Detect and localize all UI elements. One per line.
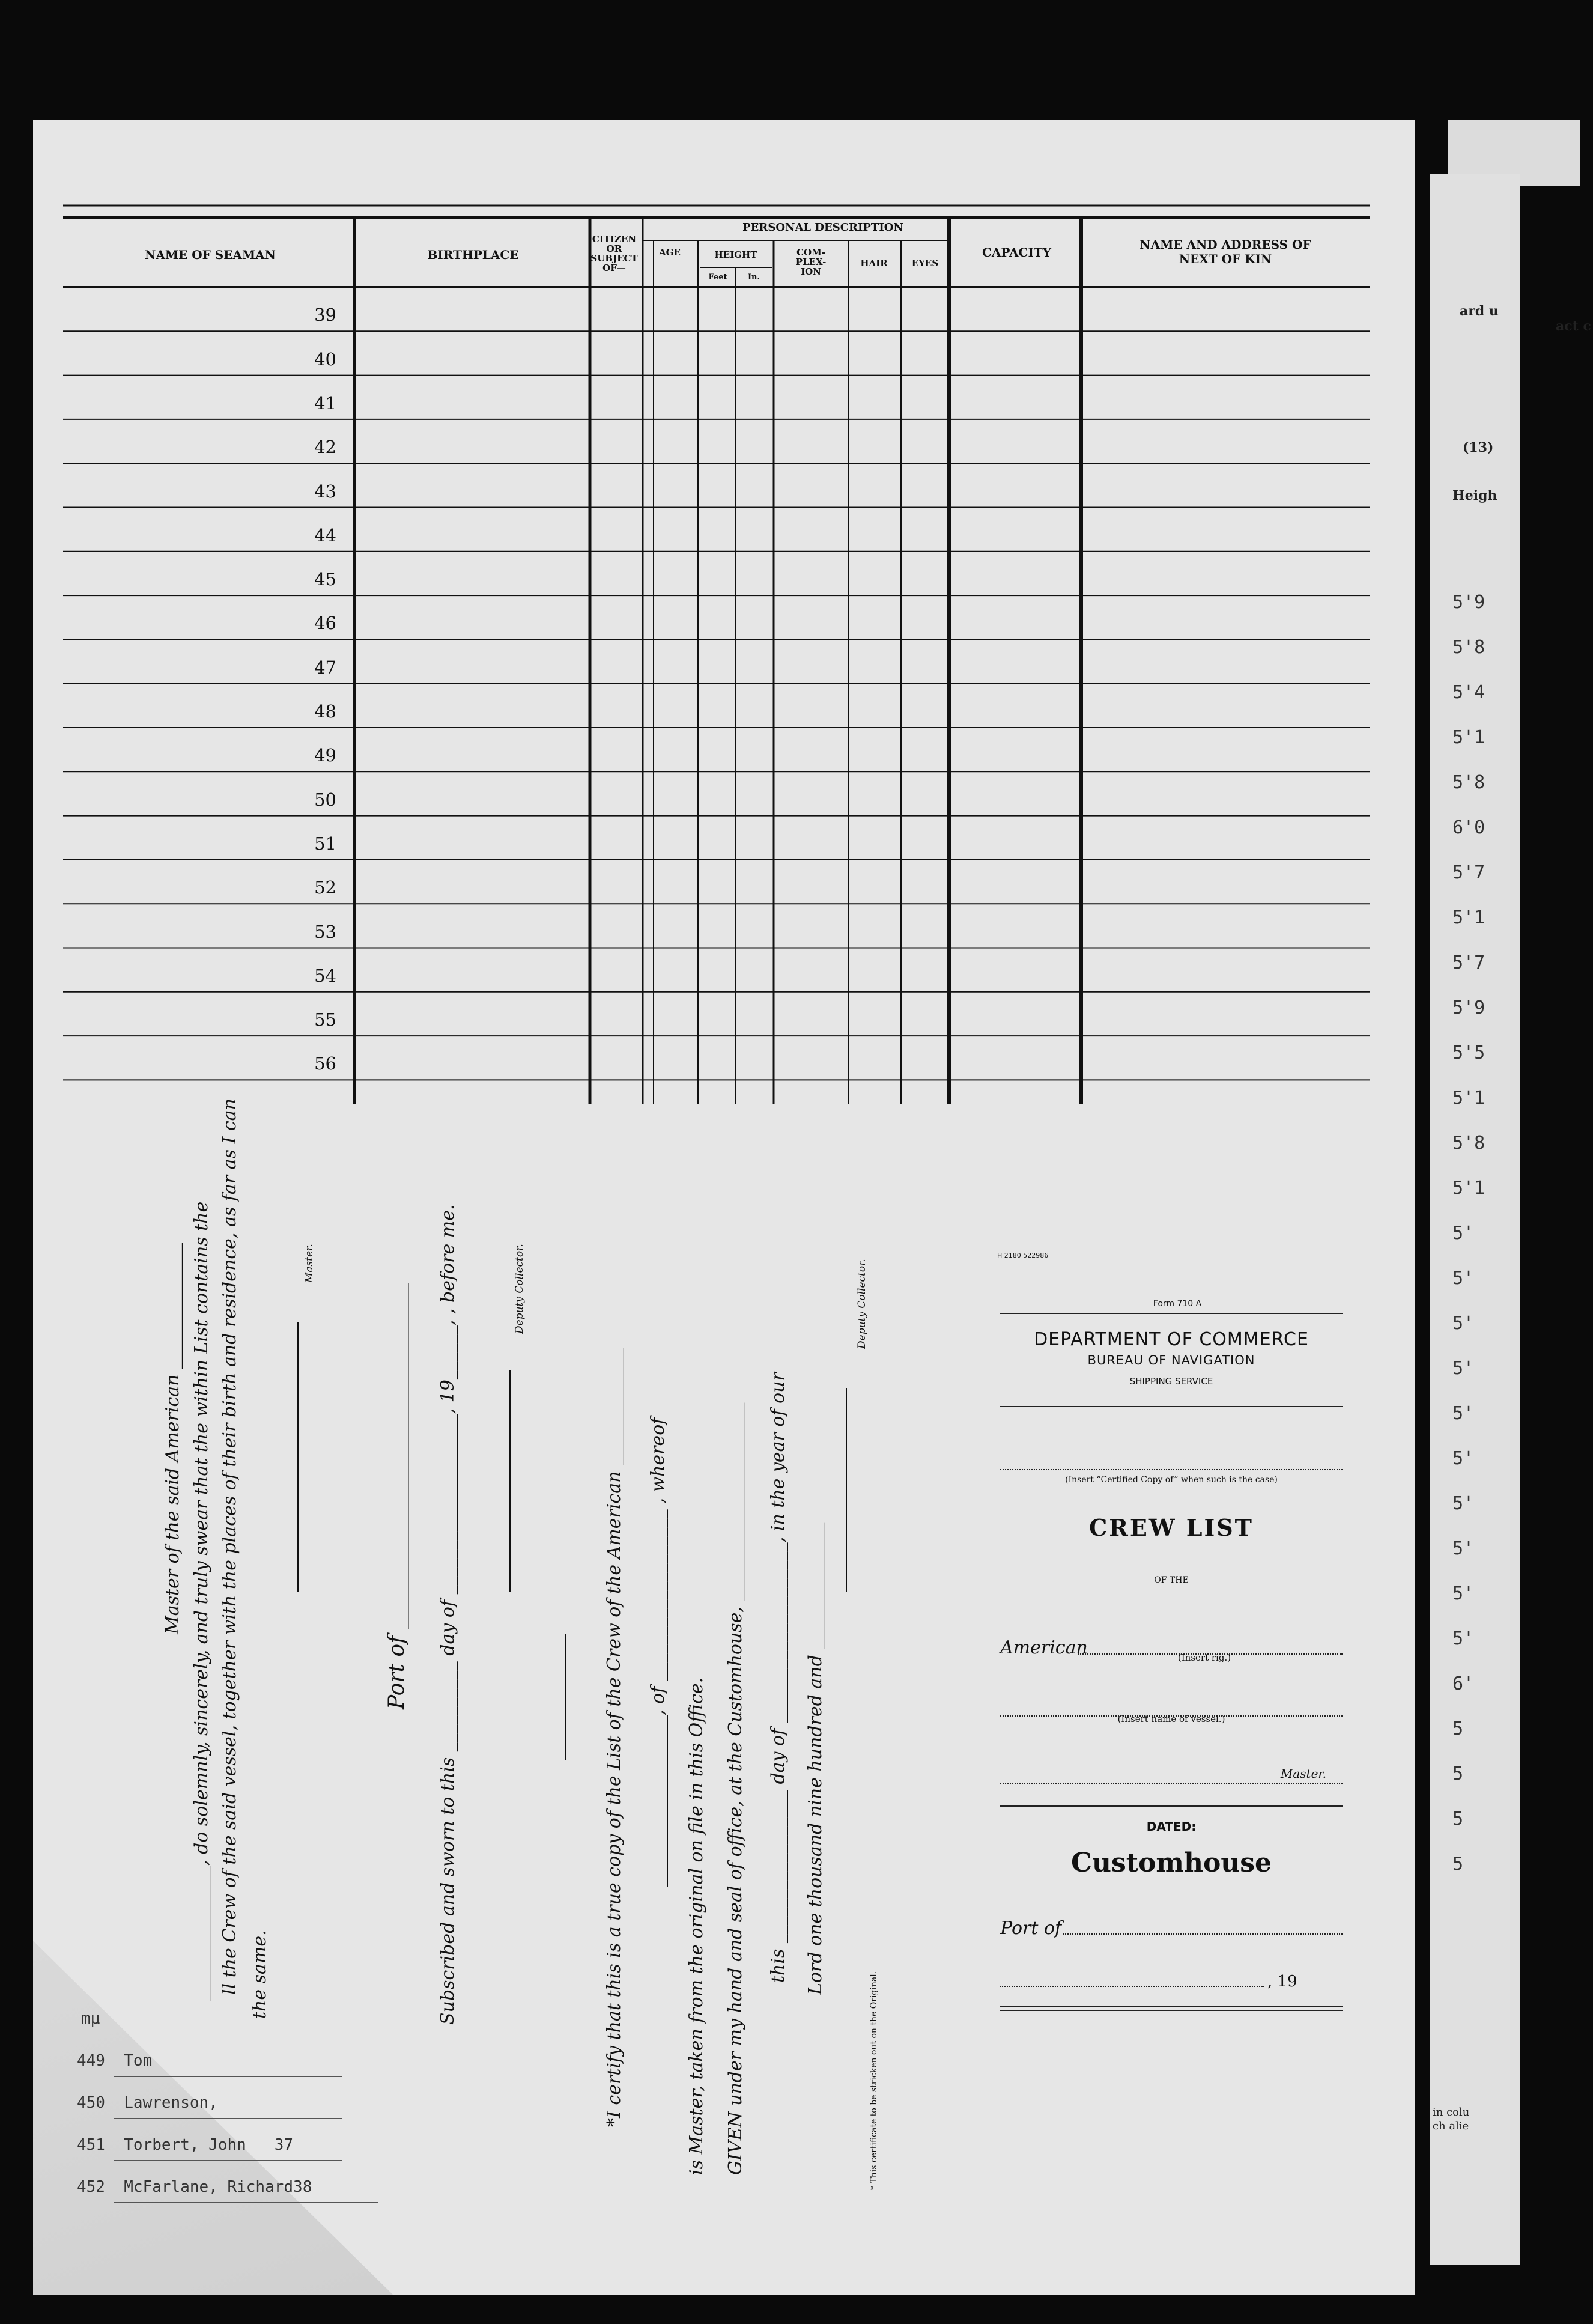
row-number: 46: [314, 613, 336, 634]
insert-copy-line: [1000, 1469, 1343, 1470]
row-number: 41: [314, 392, 336, 413]
strip-height-value: 5': [1452, 1538, 1475, 1559]
master-label: Master.: [1280, 1766, 1327, 1781]
deputy-signature-line: [509, 1370, 511, 1592]
master-line: [1000, 1783, 1343, 1784]
strip-height-value: 5': [1452, 1628, 1475, 1649]
row-number: 47: [314, 657, 336, 678]
certify-deputy: Deputy Collector.: [856, 1259, 868, 1349]
strip-height-value: 5': [1452, 1493, 1475, 1514]
oath-line-1: Master of the said American ______________: [162, 1242, 183, 1634]
underlying-row-452: 452 McFarlane, Richard38: [77, 2178, 312, 2196]
header-eyes: EYES: [911, 258, 939, 269]
strip-height-value: 5: [1452, 1718, 1464, 1739]
strip-height-value: 5: [1452, 1763, 1464, 1784]
header-age: AGE: [659, 247, 681, 258]
underlying-row-448: mμ: [81, 2010, 100, 2028]
certify-line-2: is Master, taken from the original on file in this Office.: [686, 1677, 707, 2175]
row-number: 45: [314, 569, 336, 590]
rule-3: [1000, 1805, 1343, 1807]
strip-height-value: 5'8: [1452, 637, 1485, 658]
row-number: 54: [314, 965, 336, 986]
strip-height-value: 5'1: [1452, 907, 1485, 928]
certify-line-1: *I certify that this is a true copy of the List of the Crew of the American _____________: [604, 1348, 625, 2127]
rule-4: [1000, 2006, 1343, 2007]
header-next-of-kin: NAME AND ADDRESS OF NEXT OF KIN: [1139, 237, 1311, 266]
strip-col-num: (13): [1463, 440, 1494, 455]
row-number: 39: [314, 305, 336, 326]
certify-this-day: this _________________ day of ____________________, in the year of our: [768, 1372, 789, 1983]
underlying-row-449: 449 Tom: [77, 2052, 153, 2070]
dated-label: DATED:: [1146, 1819, 1197, 1834]
strip-height-value: 5'7: [1452, 952, 1485, 973]
strip-height-value: 5'8: [1452, 1133, 1485, 1154]
row-number: 40: [314, 348, 336, 370]
strip-height-value: 5'4: [1452, 682, 1485, 703]
master-signature-line: [297, 1322, 299, 1592]
strip-height-value: 5'5: [1452, 1042, 1485, 1063]
certify-footnote: * This certificate to be stricken out on the Original.: [869, 1971, 879, 2190]
date-line: [1000, 1986, 1264, 1987]
underlying-row-451: 451 Torbert, John 37: [77, 2136, 294, 2154]
row-number: 56: [314, 1053, 336, 1074]
strip-height-value: 5': [1452, 1268, 1475, 1289]
oath-line-2: _______________, do solemnly, sincerely, and truly swear that the within List contains the: [191, 1201, 212, 2001]
row-number: 48: [314, 701, 336, 722]
strip-height-value: 5'9: [1452, 997, 1485, 1018]
header-hair: HAIR: [860, 258, 888, 269]
separator-rule: [565, 1634, 566, 1760]
row-number: 51: [314, 833, 336, 854]
year-label: , 19: [1267, 1973, 1297, 1991]
strip-height-value: 5: [1452, 1854, 1464, 1875]
oath-port-of: Port of ________________________________: [384, 1282, 409, 1709]
certify-signature-line: [846, 1388, 847, 1592]
certify-line-3: GIVEN under my hand and seal of office, at the Customhouse, ______________________: [725, 1402, 746, 2175]
strip-height-value: 5'1: [1452, 1087, 1485, 1109]
american-label: American: [1000, 1637, 1088, 1658]
header-personal-description: PERSONAL DESCRIPTION: [742, 221, 903, 234]
oath-master-label: Master.: [303, 1244, 315, 1283]
strip-height-value: 5': [1452, 1448, 1475, 1469]
oath-subscribed: Subscribed and sworn to this __________ day of ____________________, 19______, , before me.: [437, 1204, 458, 2025]
insert-vessel-note: (Insert name of vessel.): [1117, 1714, 1225, 1724]
strip-height-value: 5': [1452, 1583, 1475, 1604]
row-number: 44: [314, 525, 336, 546]
print-code: H 2180 522986: [997, 1252, 1049, 1259]
strip-height-value: 5': [1452, 1358, 1475, 1379]
row-number: 50: [314, 789, 336, 810]
row-number: 55: [314, 1009, 336, 1030]
strip-height-value: 5'8: [1452, 772, 1485, 793]
strip-height-value: 5'1: [1452, 1178, 1485, 1199]
row-number: 49: [314, 745, 336, 766]
header-height: HEIGHT: [714, 249, 757, 260]
oath-line-3: ll the Crew of the said vessel, together with the places of their birth and residence, as far as I can: [219, 1098, 240, 1995]
strip-footer: in colu: [1433, 2106, 1470, 2119]
underlying-rule: [114, 2202, 378, 2203]
underlying-rule: [114, 2076, 342, 2077]
department-name: DEPARTMENT OF COMMERCE: [1034, 1329, 1309, 1350]
underlying-row-450: 450 Lawrenson,: [77, 2094, 218, 2112]
port-of-label: Port of: [1000, 1918, 1062, 1939]
underlying-rule: [114, 2160, 342, 2161]
rule-5: [1000, 2010, 1343, 2011]
bureau-name: BUREAU OF NAVIGATION: [1087, 1353, 1255, 1367]
strip-height-value: 5'9: [1452, 592, 1485, 613]
certify-lord: Lord one thousand nine hundred and ______________: [805, 1522, 826, 1995]
form-number: Form 710 A: [1153, 1299, 1202, 1309]
insert-copy-note: (Insert “Certified Copy of” when such is the case): [1065, 1475, 1278, 1485]
rule-2: [1000, 1406, 1343, 1407]
strip-height-value: 5: [1452, 1808, 1464, 1830]
row-number: 43: [314, 481, 336, 502]
customhouse-label: Customhouse: [1070, 1848, 1272, 1878]
strip-height-value: 5': [1452, 1403, 1475, 1424]
of-the-label: OF THE: [1154, 1575, 1189, 1585]
header-citizen: CITIZEN OR SUBJECT OF—: [590, 234, 638, 273]
insert-rig-note: (Insert rig.): [1177, 1652, 1231, 1663]
strip-top-text: ard u: [1460, 303, 1499, 319]
oath-deputy-collector: Deputy Collector.: [514, 1244, 526, 1334]
row-number: 53: [314, 921, 336, 942]
strip-height-value: 5': [1452, 1313, 1475, 1334]
header-complexion: COM- PLEX- ION: [795, 247, 827, 277]
strip-top-text-2: act c: [1556, 318, 1591, 334]
strip-height-value: 5': [1452, 1223, 1475, 1244]
crew-list-title: CREW LIST: [1089, 1514, 1254, 1541]
strip-height-value: 5'7: [1452, 862, 1485, 883]
service-name: SHIPPING SERVICE: [1129, 1376, 1213, 1387]
header-birthplace: BIRTHPLACE: [427, 248, 519, 262]
port-line: [1063, 1933, 1343, 1935]
strip-col-label: Heigh: [1452, 488, 1497, 503]
header-feet: Feet: [708, 273, 727, 282]
header-capacity: CAPACITY: [982, 245, 1051, 260]
row-number: 42: [314, 437, 336, 458]
header-name-of-seaman: NAME OF SEAMAN: [145, 248, 276, 262]
oath-line-4: the same.: [249, 1930, 270, 2019]
rule-1: [1000, 1313, 1343, 1314]
strip-footer-2: ch alie: [1433, 2120, 1469, 2132]
certify-of: ___________________, of ___________________ , whereof: [648, 1417, 669, 1887]
underlying-rule: [114, 2118, 342, 2119]
strip-height-value: 6'0: [1452, 817, 1485, 838]
strip-height-value: 6': [1452, 1673, 1475, 1694]
header-inches: In.: [747, 273, 760, 282]
strip-height-value: 5'1: [1452, 727, 1485, 748]
row-number: 52: [314, 877, 336, 898]
